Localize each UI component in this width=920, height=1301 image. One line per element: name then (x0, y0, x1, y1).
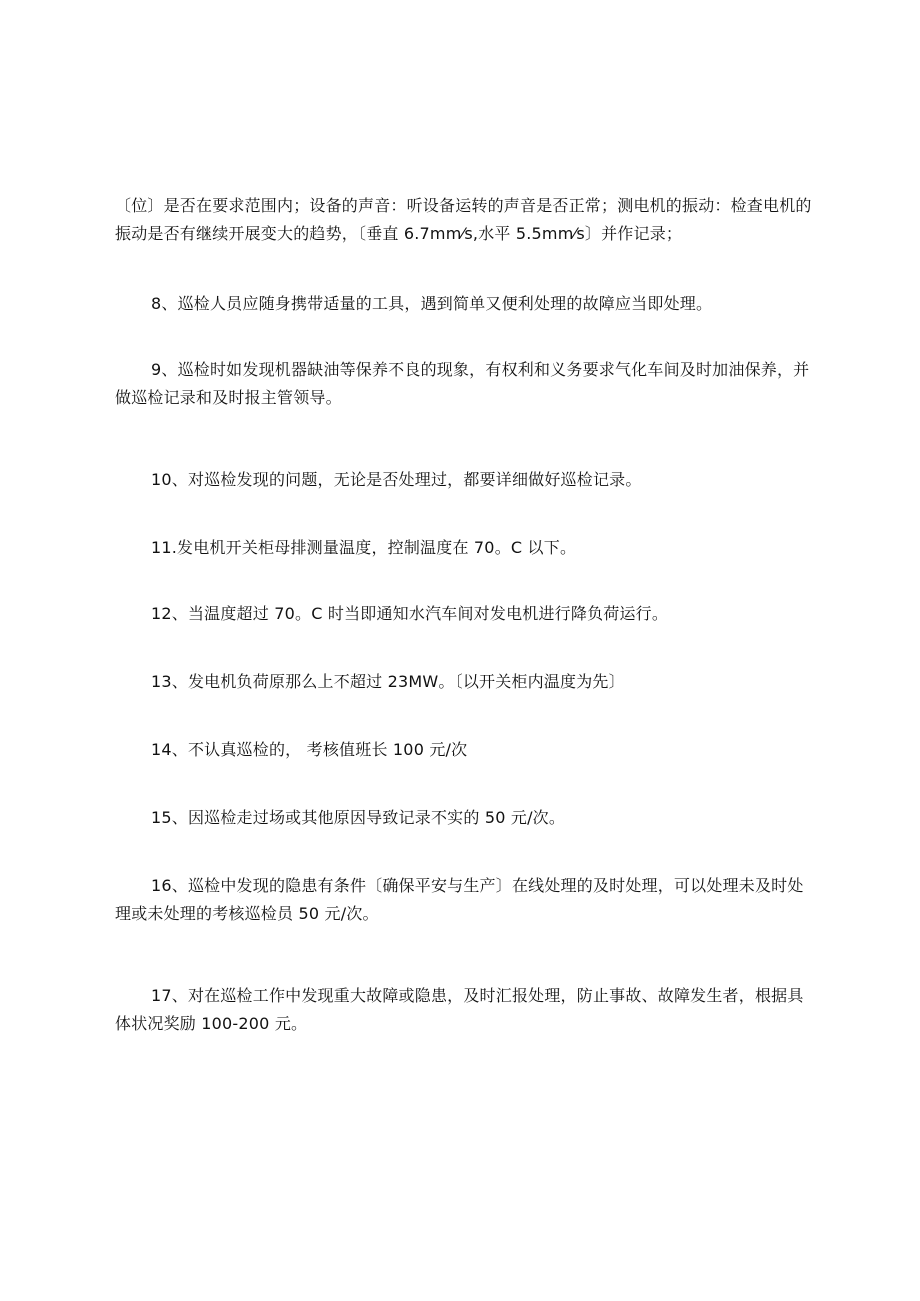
paragraph-7-continuation: 〔位〕是否在要求范围内；设备的声音：听设备运转的声音是否正常；测电机的振动：检查电机的振动是否有继续开展变大的趋势，〔垂直 6.7mm⁄s,水平 5.5mm⁄s〕并作记录； (115, 196, 812, 243)
paragraph-15: 15、因巡检走过场或其他原因导致记录不实的 50 元/次。 (151, 808, 566, 827)
paragraph-16: 16、巡检中发现的隐患有条件〔确保平安与生产〕在线处理的及时处理，可以处理未及时处理或未处理的考核巡检员 50 元/次。 (115, 876, 804, 923)
paragraph-9: 9、巡检时如发现机器缺油等保养不良的现象，有权利和义务要求气化车间及时加油保养，并做巡检记录和及时报主管领导。 (115, 360, 810, 407)
paragraph-10: 10、对巡检发现的问题，无论是否处理过，都要详细做好巡检记录。 (151, 470, 642, 489)
paragraph-13: 13、发电机负荷原那么上不超过 23MW。〔以开关柜内温度为先〕 (151, 672, 625, 691)
paragraph-12: 12、当温度超过 70。C 时当即通知水汽车间对发电机进行降负荷运行。 (151, 604, 669, 623)
paragraph-11: 11.发电机开关柜母排测量温度，控制温度在 70。C 以下。 (151, 538, 577, 557)
paragraph-14: 14、不认真巡检的， 考核值班长 100 元/次 (151, 740, 468, 759)
paragraph-8: 8、巡检人员应随身携带适量的工具，遇到简单又便利处理的故障应当即处理。 (151, 294, 713, 313)
paragraph-17: 17、对在巡检工作中发现重大故障或隐患，及时汇报处理，防止事故、故障发生者，根据具体状况奖励 100-200 元。 (115, 986, 804, 1033)
